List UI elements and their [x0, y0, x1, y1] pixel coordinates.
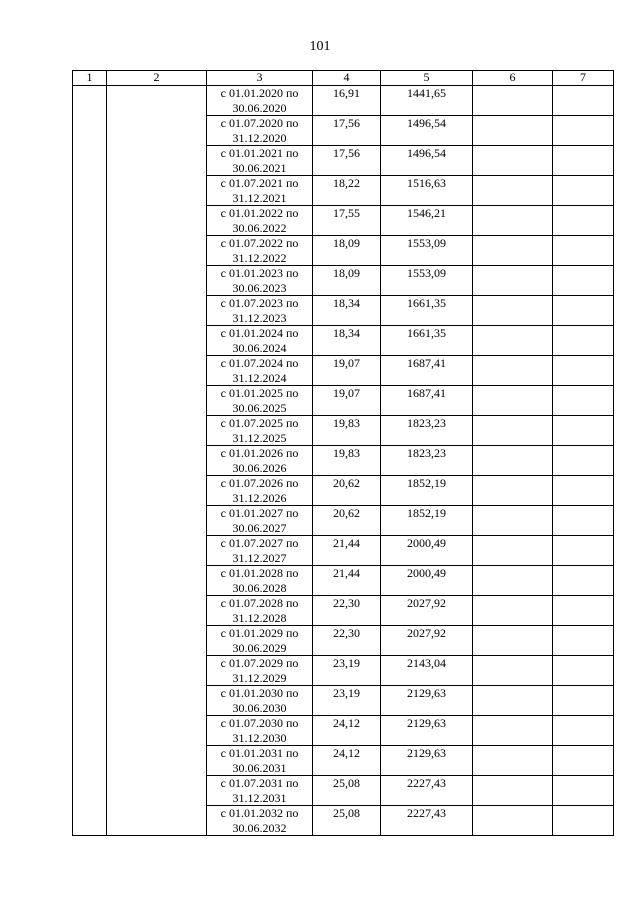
value-cell-col4: 18,34	[313, 326, 381, 356]
tariff-table	[72, 70, 614, 836]
value-cell-col5: 1687,41	[381, 356, 473, 386]
value-cell-col4: 19,83	[313, 446, 381, 476]
value-cell-col5: 1546,21	[381, 206, 473, 236]
value-cell-col4: 19,07	[313, 356, 381, 386]
value-cell-col4: 21,44	[313, 566, 381, 596]
column-header: 1	[73, 71, 107, 86]
period-cell: с 01.01.2022 по 30.06.2022	[207, 206, 313, 236]
empty-cell-col6	[473, 626, 553, 656]
empty-cell-col7	[553, 686, 614, 716]
period-cell: с 01.01.2027 по 30.06.2027	[207, 506, 313, 536]
period-cell: с 01.01.2023 по 30.06.2023	[207, 266, 313, 296]
period-cell: с 01.01.2032 по 30.06.2032	[207, 806, 313, 836]
empty-cell-col6	[473, 236, 553, 266]
value-cell-col5: 1661,35	[381, 326, 473, 356]
empty-cell-col7	[553, 386, 614, 416]
empty-cell-col6	[473, 506, 553, 536]
value-cell-col5: 2129,63	[381, 746, 473, 776]
period-cell: с 01.01.2025 по 30.06.2025	[207, 386, 313, 416]
empty-cell-col7	[553, 506, 614, 536]
period-cell: с 01.01.2026 по 30.06.2026	[207, 446, 313, 476]
value-cell-col5: 1441,65	[381, 86, 473, 116]
empty-cell-col6	[473, 206, 553, 236]
empty-cell-col7	[553, 656, 614, 686]
empty-cell-col7	[553, 626, 614, 656]
empty-cell-col7	[553, 806, 614, 836]
value-cell-col4: 19,83	[313, 416, 381, 446]
value-cell-col5: 2000,49	[381, 536, 473, 566]
empty-cell-col6	[473, 776, 553, 806]
period-cell: с 01.07.2022 по 31.12.2022	[207, 236, 313, 266]
table-row	[73, 86, 614, 116]
page-number: 101	[309, 39, 331, 54]
empty-cell-col7	[553, 176, 614, 206]
period-cell: с 01.07.2020 по 31.12.2020	[207, 116, 313, 146]
value-cell-col5: 1496,54	[381, 146, 473, 176]
value-cell-col4: 17,55	[313, 206, 381, 236]
empty-cell-col7	[553, 536, 614, 566]
column-header: 6	[473, 71, 553, 86]
value-cell-col5: 2143,04	[381, 656, 473, 686]
empty-cell-col7	[553, 86, 614, 116]
empty-cell-col6	[473, 356, 553, 386]
column-header: 2	[107, 71, 207, 86]
empty-cell-col7	[553, 116, 614, 146]
merged-cell-col1	[73, 86, 107, 836]
empty-cell-col7	[553, 746, 614, 776]
period-cell: с 01.07.2024 по 31.12.2024	[207, 356, 313, 386]
period-cell: с 01.01.2024 по 30.06.2024	[207, 326, 313, 356]
value-cell-col5: 2129,63	[381, 686, 473, 716]
value-cell-col5: 2227,43	[381, 806, 473, 836]
empty-cell-col6	[473, 716, 553, 746]
column-header: 3	[207, 71, 313, 86]
period-cell: с 01.07.2027 по 31.12.2027	[207, 536, 313, 566]
empty-cell-col6	[473, 326, 553, 356]
value-cell-col5: 1496,54	[381, 116, 473, 146]
period-cell: с 01.01.2020 по 30.06.2020	[207, 86, 313, 116]
empty-cell-col7	[553, 326, 614, 356]
value-cell-col5: 1852,19	[381, 506, 473, 536]
empty-cell-col6	[473, 266, 553, 296]
value-cell-col4: 16,91	[313, 86, 381, 116]
empty-cell-col7	[553, 206, 614, 236]
empty-cell-col6	[473, 446, 553, 476]
value-cell-col4: 25,08	[313, 776, 381, 806]
empty-cell-col7	[553, 356, 614, 386]
value-cell-col5: 2027,92	[381, 626, 473, 656]
empty-cell-col7	[553, 146, 614, 176]
empty-cell-col6	[473, 296, 553, 326]
value-cell-col5: 1852,19	[381, 476, 473, 506]
period-cell: с 01.07.2030 по 31.12.2030	[207, 716, 313, 746]
empty-cell-col6	[473, 806, 553, 836]
period-cell: с 01.07.2026 по 31.12.2026	[207, 476, 313, 506]
empty-cell-col7	[553, 296, 614, 326]
value-cell-col4: 18,22	[313, 176, 381, 206]
empty-cell-col6	[473, 656, 553, 686]
value-cell-col5: 1553,09	[381, 266, 473, 296]
value-cell-col4: 17,56	[313, 116, 381, 146]
empty-cell-col6	[473, 746, 553, 776]
column-header: 7	[553, 71, 614, 86]
value-cell-col4: 19,07	[313, 386, 381, 416]
period-cell: с 01.07.2021 по 31.12.2021	[207, 176, 313, 206]
value-cell-col5: 2027,92	[381, 596, 473, 626]
empty-cell-col6	[473, 386, 553, 416]
empty-cell-col7	[553, 776, 614, 806]
empty-cell-col7	[553, 476, 614, 506]
value-cell-col5: 2129,63	[381, 716, 473, 746]
value-cell-col4: 17,56	[313, 146, 381, 176]
period-cell: с 01.01.2028 по 30.06.2028	[207, 566, 313, 596]
value-cell-col5: 2227,43	[381, 776, 473, 806]
period-cell: с 01.01.2029 по 30.06.2029	[207, 626, 313, 656]
value-cell-col4: 24,12	[313, 746, 381, 776]
value-cell-col4: 25,08	[313, 806, 381, 836]
empty-cell-col7	[553, 266, 614, 296]
value-cell-col4: 18,09	[313, 266, 381, 296]
empty-cell-col7	[553, 596, 614, 626]
empty-cell-col7	[553, 566, 614, 596]
value-cell-col4: 22,30	[313, 596, 381, 626]
value-cell-col5: 1661,35	[381, 296, 473, 326]
period-cell: с 01.07.2023 по 31.12.2023	[207, 296, 313, 326]
empty-cell-col6	[473, 476, 553, 506]
empty-cell-col6	[473, 146, 553, 176]
value-cell-col5: 2000,49	[381, 566, 473, 596]
empty-cell-col6	[473, 596, 553, 626]
merged-cell-col2	[107, 86, 207, 836]
value-cell-col4: 23,19	[313, 656, 381, 686]
period-cell: с 01.01.2030 по 30.06.2030	[207, 686, 313, 716]
value-cell-col4: 20,62	[313, 506, 381, 536]
value-cell-col4: 20,62	[313, 476, 381, 506]
empty-cell-col6	[473, 536, 553, 566]
period-cell: с 01.01.2031 по 30.06.2031	[207, 746, 313, 776]
value-cell-col4: 18,09	[313, 236, 381, 266]
period-cell: с 01.07.2031 по 31.12.2031	[207, 776, 313, 806]
column-header: 4	[313, 71, 381, 86]
empty-cell-col6	[473, 686, 553, 716]
empty-cell-col7	[553, 446, 614, 476]
value-cell-col4: 21,44	[313, 536, 381, 566]
value-cell-col5: 1823,23	[381, 446, 473, 476]
empty-cell-col7	[553, 416, 614, 446]
value-cell-col4: 23,19	[313, 686, 381, 716]
empty-cell-col6	[473, 416, 553, 446]
period-cell: с 01.01.2021 по 30.06.2021	[207, 146, 313, 176]
value-cell-col4: 22,30	[313, 626, 381, 656]
value-cell-col5: 1516,63	[381, 176, 473, 206]
empty-cell-col6	[473, 86, 553, 116]
header-row	[73, 71, 614, 86]
period-cell: с 01.07.2028 по 31.12.2028	[207, 596, 313, 626]
value-cell-col4: 24,12	[313, 716, 381, 746]
column-header: 5	[381, 71, 473, 86]
empty-cell-col6	[473, 566, 553, 596]
value-cell-col5: 1687,41	[381, 386, 473, 416]
empty-cell-col6	[473, 176, 553, 206]
empty-cell-col6	[473, 116, 553, 146]
period-cell: с 01.07.2025 по 31.12.2025	[207, 416, 313, 446]
value-cell-col5: 1823,23	[381, 416, 473, 446]
value-cell-col4: 18,34	[313, 296, 381, 326]
empty-cell-col7	[553, 716, 614, 746]
empty-cell-col7	[553, 236, 614, 266]
period-cell: с 01.07.2029 по 31.12.2029	[207, 656, 313, 686]
value-cell-col5: 1553,09	[381, 236, 473, 266]
